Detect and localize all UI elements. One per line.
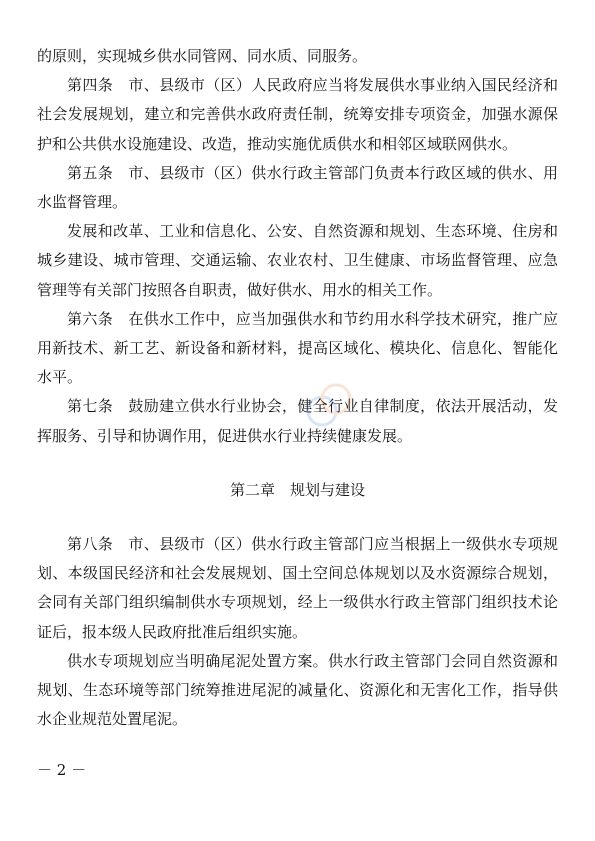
article-8-paragraph-2: 供水专项规划应当明确尾泥处置方案。供水行政主管部门会同自然资源和规划、生态环境等部门统筹推进尾泥的减量化、资源化和无害化工作，指导供水企业规范处置尾泥。 [37,651,558,729]
article-4: 第四条 市、县级市（区）人民政府应当将发展供水事业纳入国民经济和社会发展规划，建立和完善供水政府责任制，统筹安排专项资金，加强水源保护和公共供水设施建设、改造，推动实施优质供水和相邻区域联网供水。 [37,76,558,153]
chapter-heading: 第二章 规划与建设 [229,480,365,499]
article-8: 第八条 市、县级市（区）供水行政主管部门应当根据上一级供水专项规划、本级国民经济和社会发展规划、国土空间总体规划以及水资源综合规划，会同有关部门组织编制供水专项规划，经上一级供水行政主管部门组织技术论证后，报本级人民政府批准后组织实施。 [37,535,558,641]
article-7: 第七条 鼓励建立供水行业协会，健全行业自律制度，依法开展活动，发挥服务、引导和协调作用，促进供水行业持续健康发展。 [37,397,558,445]
article-6: 第六条 在供水工作中，应当加强供水和节约用水科学技术研究，推广应用新技术、新工艺、新设备和新材料，提高区域化、模块化、信息化、智能化水平。 [37,309,558,387]
article-5: 第五条 市、县级市（区）供水行政主管部门负责本行政区域的供水、用水监督管理。 [37,163,558,212]
body-text [37,42,558,734]
page-number: － 2 － [37,761,87,779]
article-5-paragraph-2: 发展和改革、工业和信息化、公安、自然资源和规划、生态环境、住房和城乡建设、城市管理、交通运输、农业农村、卫生健康、市场监督管理、应急管理等有关部门按照各自职责，做好供水、用水的相关工作。 [37,222,558,299]
paragraph-continuation: 的原则，实现城乡供水同管网、同水质、同服务。 [37,47,368,65]
watermark-logo [300,375,360,435]
